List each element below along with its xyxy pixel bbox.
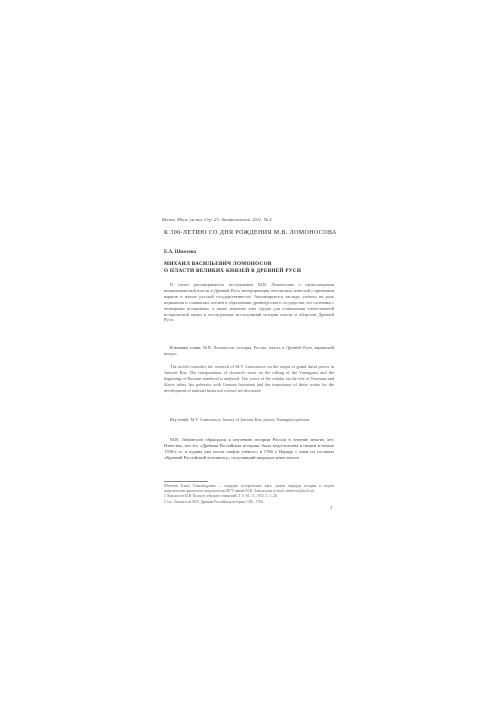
article-title-line-2: О ПЛАСТИ ВЕЛИКИХ КНЯЗЕЙ В ДРЕВНЕЙ РУСИ (164, 268, 302, 274)
footnote-author-info: Шмелева Елена Александровна — кандидат исторических наук, доцент кафедры истории и теории антропологии факультета антропологии МГУ имени М.В. Ломоносова (e-mail: shmeleva@mail.ru). (164, 484, 334, 493)
abstract-russian (164, 282, 334, 342)
keywords-russian-label: Ключевые слова: (170, 345, 202, 350)
page-number: 3 (330, 505, 333, 510)
footnote-divider (164, 481, 208, 482)
footnotes (164, 484, 334, 514)
keywords-russian-text: М.В. Ломоносов, история, Россия, власть в Древней Руси, варяжский вопрос. (164, 345, 334, 356)
keywords-english-text: M.V. Lomonosov, history of Ancient Rus, power, Varangian question. (190, 417, 311, 422)
keywords-english-label: Key words: (170, 417, 190, 422)
footnote-2: 2 См.: Ломоносов М.В. Древняя Российская история. СПб., 1766. (164, 499, 264, 504)
abstract-english-text: The article considers the research of M.V. Lomonosov on the origin of grand ducal power in Ancient Rus. The interpretation of chronicle news on the calling of the Varangians and the beginning of Russian statehood is analysed. The views of the scholar on the role of Normans and Slavic tribes, his polemics with German historians and the importance of these works for the development of national historical science are discussed. (164, 364, 334, 393)
abstract-english (164, 364, 334, 414)
section-title: К 300-ЛЕТИЮ СО ДНЯ РОЖДЕНИЯ М.В. ЛОМОНОСОВА (164, 230, 337, 236)
keywords-russian (164, 345, 334, 359)
article-title (164, 261, 364, 275)
body-paragraph: М.В. Ломоносов обращался к изучению истории России в течение многих лет. Известно, что его «Древняя Российская история» была подготовлена к печати в начале 1760-х гг. и издана уже после смерти учёного, в 1766 г. Наряду с этим он составил «Краткий Российский летописец», получивший широкую известность. (164, 437, 334, 460)
abstract-russian-text: В статье рассматривается исследование М.В. Ломоносова о происхождении великокняжеской власти в Древней Руси, интерпретация летописных известий о призвании варягов и начале русской государственности. Анализируются взгляды учёного на роль норманнов и славянских племён в образовании древнерусского государства, его полемика с немецкими историками, а также значение этих трудов для становления отечественной исторической науки и последующих исследований истории власти и общества Древней Руси. (164, 282, 334, 323)
author-name: Е.А. Шмелева (164, 250, 197, 255)
footnote-1: 1 Ломоносов М.В. Полное собрание сочинений. Т. 6. М.; Л., 1952. С. 1–20. (164, 494, 279, 499)
body-text (164, 437, 334, 477)
article-title-line-1: МИХАИЛ ВАСИЛЬЕВИЧ ЛОМОНОСОВ (164, 261, 272, 267)
journal-header: Вестн. Моск. ун-та. Сер. 23. Антропология. 2011. № 4 (162, 217, 272, 222)
keywords-english (164, 417, 334, 425)
